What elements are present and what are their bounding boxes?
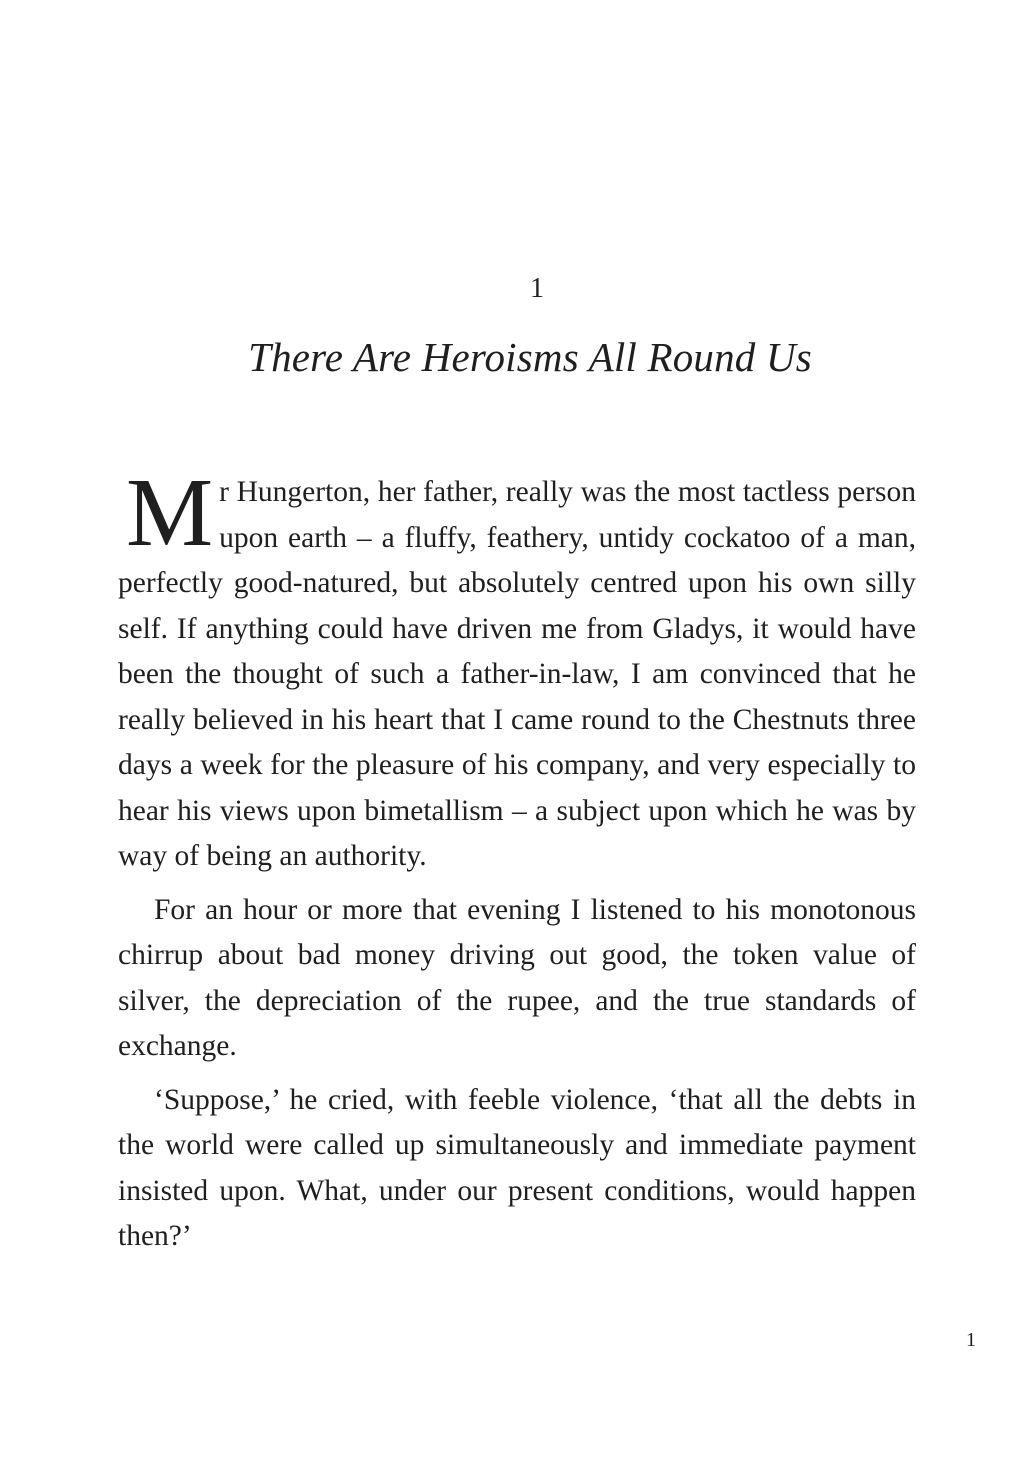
chapter-title: There Are Heroisms All Round Us (248, 334, 812, 380)
page-number: 1 (966, 1329, 976, 1351)
chapter-number: 1 (530, 273, 544, 304)
paragraph-1-text: r Hungerton, her father, really was the most tactless person upon earth – a fluffy, feathery, untidy cockatoo of a man, perfectly good-natured, but absolutely centred upon his own silly self. If anything could have driven me from Gladys, it would have been the thought of such a father-in-law, I am convinced that he really believed in his heart that I came round to the Chestnuts three days a week for the pleasure of his company, and very especially to hear his views upon bimetallism – a subject upon which he was by way of being an authority. (118, 476, 916, 872)
drop-cap: M (126, 459, 214, 567)
paragraph-3: ‘Suppose,’ he cried, with feeble violence, ‘that all the debts in the world were called up simultaneously and immediate payment insisted upon. What, under our present conditions, would happen then?’ (118, 1083, 916, 1252)
paragraph-1 (118, 459, 916, 880)
chapter-body (118, 459, 916, 1260)
paragraph-2: For an hour or more that evening I listened to his monotonous chirrup about bad money driving out good, the token value of silver, the depreciation of the rupee, and the true standards of exchange. (118, 893, 916, 1062)
